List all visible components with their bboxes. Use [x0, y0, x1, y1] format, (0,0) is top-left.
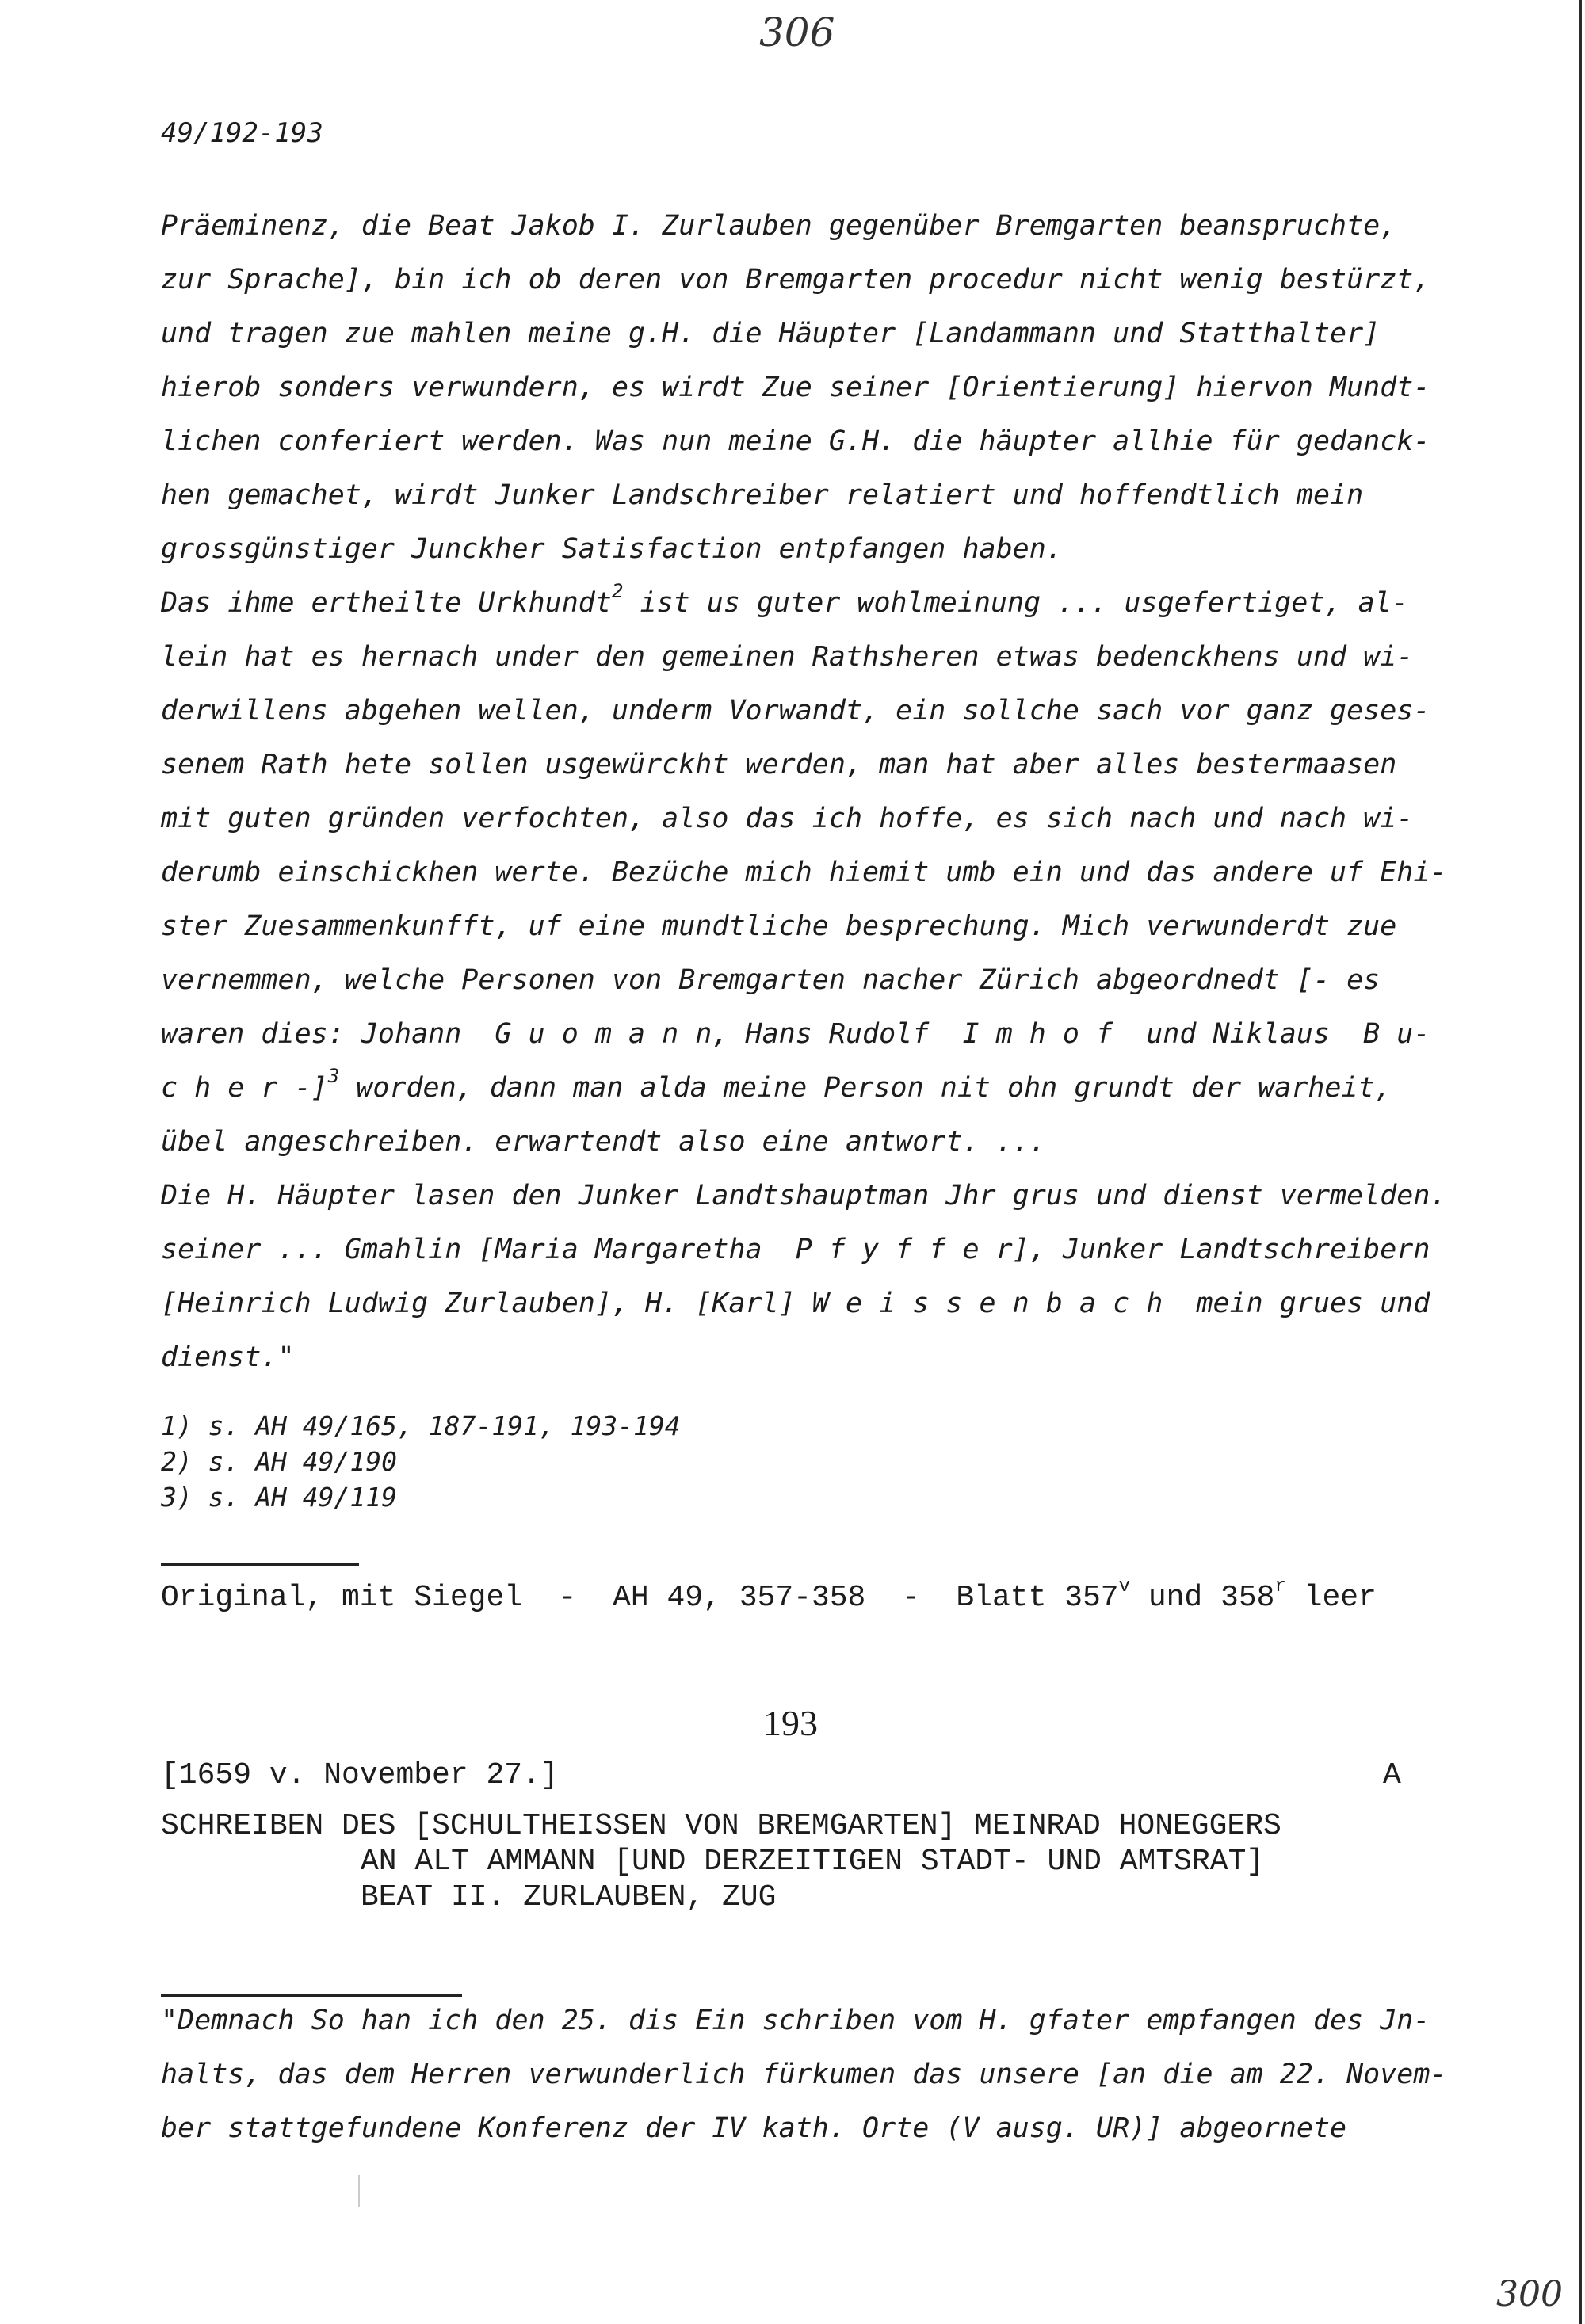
- body-line: mit guten gründen verfochten, also das ich hoffe, es sich nach und nach wi-: [161, 803, 1414, 834]
- body-line: seiner ... Gmahlin [Maria Margaretha P f y f f e r], Junker Landtschreibern: [161, 1234, 1430, 1265]
- footnote-marker: 2: [611, 580, 624, 602]
- body-line: hen gemachet, wirdt Junker Landschreiber relatiert und hoffendtlich mein: [161, 479, 1364, 511]
- footnote: 2) s. AH 49/190: [161, 1446, 398, 1477]
- body-line-text: Das ihme ertheilte Urkhundt: [161, 587, 612, 619]
- body-line: ster Zuesammenkunfft, uf eine mundtliche besprechung. Mich verwunderdt zue: [161, 910, 1397, 942]
- source-note: [161, 1576, 1377, 1615]
- quote-line: "Demnach So han ich den 25. dis Ein schriben vom H. gfater empfangen des Jn-: [161, 2005, 1430, 2036]
- body-line: Die H. Häupter lasen den Junker Landtshauptman Jhr grus und dienst vermelden.: [161, 1180, 1447, 1212]
- folio-verso: v: [1118, 1576, 1131, 1597]
- body-line: [161, 580, 1408, 619]
- body-line: dienst.": [161, 1341, 295, 1373]
- document-title-line: AN ALT AMMANN [UND DERZEITIGEN STADT- UND AMTSRAT]: [361, 1845, 1265, 1879]
- quote-line: ber stattgefundene Konferenz der IV kath. Orte (V ausg. UR)] abgeornete: [161, 2112, 1347, 2144]
- body-line-text: ist us guter wohlmeinung ... usgefertiget, al-: [623, 587, 1408, 619]
- body-line: derwillens abgehen wellen, underm Vorwandt, ein sollche sach vor ganz geses-: [161, 695, 1430, 727]
- separator-rule: [161, 1563, 359, 1566]
- body-line: hierob sonders verwundern, es wirdt Zue seiner [Orientierung] hiervon Mundt-: [161, 372, 1430, 403]
- handwritten-page-number: 306: [759, 10, 835, 55]
- handwritten-footer-number: 300: [1496, 2274, 1563, 2314]
- body-line: lein hat es hernach under den gemeinen Rathsheren etwas bedenckhens und wi-: [161, 641, 1414, 673]
- source-note-text: Original, mit Siegel - AH 49, 357-358 - Blatt 357: [161, 1581, 1119, 1615]
- body-line-text: c h e r -]: [161, 1072, 328, 1104]
- body-line: übel angeschreiben. erwartendt also eine antwort. ...: [161, 1126, 1046, 1158]
- body-line: Präeminenz, die Beat Jakob I. Zurlauben gegenüber Bremgarten beanspruchte,: [161, 210, 1397, 242]
- document-title-line: SCHREIBEN DES [SCHULTHEISSEN VON BREMGARTEN] MEINRAD HONEGGERS: [161, 1809, 1281, 1843]
- footnote-marker: 3: [327, 1065, 340, 1087]
- body-line: grossgünstiger Junckher Satisfaction entpfangen haben.: [161, 533, 1063, 565]
- document-date: [1659 v. November 27.]: [161, 1758, 559, 1792]
- scan-edge: [1579, 0, 1582, 2324]
- body-line: lichen conferiert werden. Was nun meine G.H. die häupter allhie für gedanck-: [161, 425, 1430, 457]
- body-line: zur Sprache], bin ich ob deren von Bremgarten procedur nicht wenig bestürzt,: [161, 264, 1430, 296]
- footnote: 3) s. AH 49/119: [161, 1482, 398, 1513]
- folio-recto: r: [1274, 1576, 1286, 1597]
- body-line-text: worden, dann man alda meine Person nit ohn grundt der warheit,: [339, 1072, 1392, 1104]
- source-note-text: leer: [1285, 1581, 1377, 1615]
- separator-rule: [161, 1994, 462, 1997]
- document-number: 193: [763, 1703, 818, 1743]
- body-line: senem Rath hete sollen usgewürckht werden, man hat aber alles bestermaasen: [161, 749, 1397, 780]
- footnote: 1) s. AH 49/165, 187-191, 193-194: [161, 1410, 681, 1441]
- body-line: derumb einschickhen werte. Bezüche mich hiemit umb ein und das andere uf Ehi-: [161, 857, 1447, 888]
- body-line: vernemmen, welche Personen von Bremgarten nacher Zürich abgeordnedt [- es: [161, 964, 1381, 996]
- document-letter: A: [1383, 1758, 1401, 1792]
- body-line: [161, 1065, 1392, 1104]
- document-title-line: BEAT II. ZURLAUBEN, ZUG: [361, 1880, 777, 1914]
- source-note-text: und 358: [1130, 1581, 1275, 1615]
- quote-line: halts, das dem Herren verwunderlich fürkumen das unsere [an die am 22. Novem-: [161, 2059, 1447, 2090]
- body-line: [Heinrich Ludwig Zurlauben], H. [Karl] W e i s s e n b a c h mein grues und: [161, 1288, 1430, 1319]
- body-line: und tragen zue mahlen meine g.H. die Häupter [Landammann und Statthalter]: [161, 318, 1381, 349]
- body-line: waren dies: Johann G u o m a n n, Hans Rudolf I m h o f und Niklaus B u-: [161, 1018, 1430, 1050]
- scan-mark: [358, 2175, 360, 2207]
- archive-reference: 49/192-193: [161, 117, 323, 149]
